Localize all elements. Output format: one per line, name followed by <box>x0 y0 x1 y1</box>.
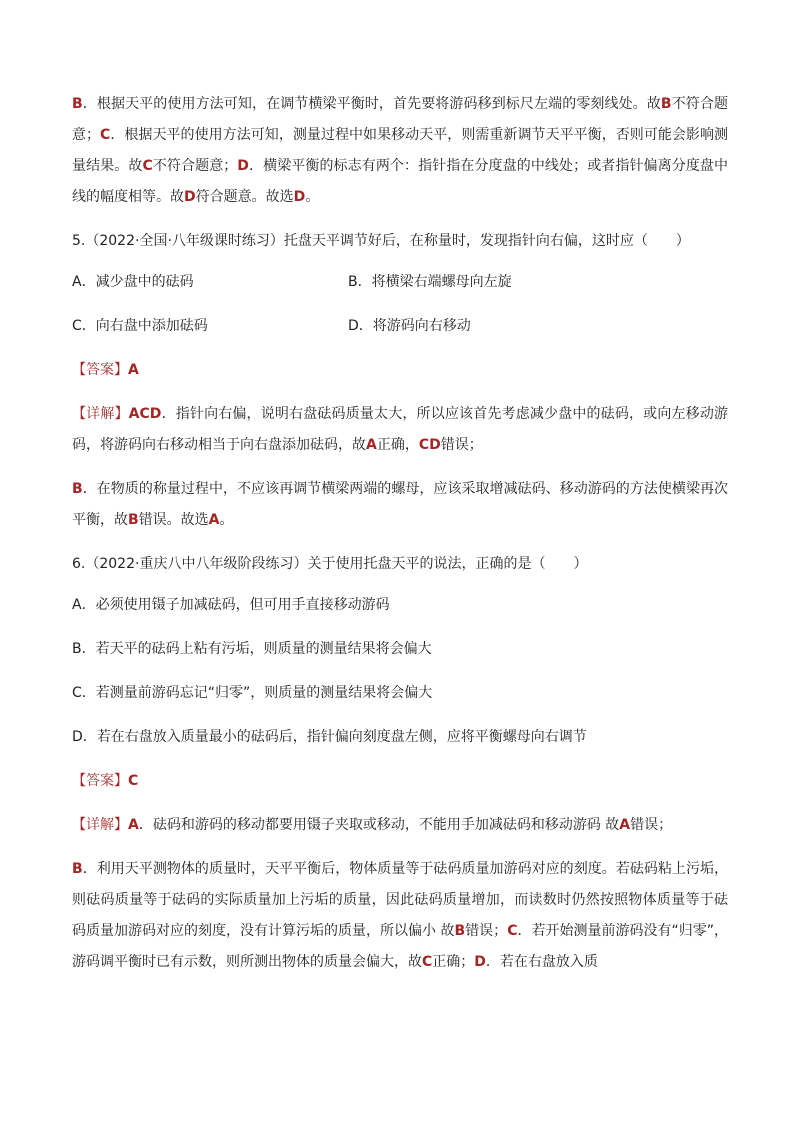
question-6-detail-1 <box>72 810 728 841</box>
answer-label: 【答案】 <box>72 773 128 789</box>
option-text: ．若测量前游码忘记“归零”，则质量的测量结果将会偏大 <box>81 685 433 701</box>
option-letter: D <box>72 729 83 745</box>
text: ．若在右盘放入质 <box>485 954 598 970</box>
option-b <box>348 267 728 298</box>
option-c <box>72 678 728 709</box>
text: 错误； <box>630 817 673 833</box>
option-ref: D <box>184 189 196 205</box>
option-letter: C <box>72 318 82 334</box>
option-ref: C <box>422 954 433 970</box>
option-letter: C <box>72 685 82 701</box>
option-ref: CD <box>418 437 441 453</box>
option-letter: A <box>72 597 82 613</box>
option-ref: B <box>128 512 139 528</box>
text: 符合题意。故选 <box>195 189 294 205</box>
question-6-stem <box>72 549 728 580</box>
answer-value: C <box>128 773 139 789</box>
option-c <box>72 311 348 342</box>
option-ref: C <box>100 127 111 143</box>
option-text: ．将游码向右移动 <box>358 318 471 334</box>
option-letter: A <box>72 274 82 290</box>
text: ．在物质的称量过程中，不应该再调节横梁两端的螺母，应该采取增减砝码、移动游码的方法使横梁再次平衡，故 <box>72 481 728 528</box>
text: 。 <box>305 189 320 205</box>
question-6-answer <box>72 766 728 797</box>
option-ref: C <box>507 923 518 939</box>
question-5-answer <box>72 355 728 386</box>
option-ref: A <box>128 817 139 833</box>
option-ref: A <box>619 817 631 833</box>
option-a <box>72 267 348 298</box>
question-6-detail-2 <box>72 854 728 978</box>
option-letter: D <box>348 318 359 334</box>
option-ref: B <box>660 96 672 112</box>
option-ref: D <box>293 189 306 205</box>
text: ．砝码和游码的移动都要用镊子夹取或移动，不能用手加减砝码和移动游码 故 <box>138 817 620 833</box>
detail-label: 【详解】 <box>72 817 128 833</box>
text: 。 <box>219 512 234 528</box>
question-number: 5. <box>72 233 86 249</box>
option-letter: B <box>72 641 82 657</box>
text: 正确； <box>432 954 475 970</box>
document-content <box>72 89 728 978</box>
text: 错误。故选 <box>138 512 209 528</box>
text: ．指针向右偏，说明右盘砝码质量太大，所以应该首先考虑减少盘中的砝码，或向左移动游码，将游码向右移动相当于向右盘添加砝码，故 <box>72 406 729 453</box>
text: ．根据天平的使用方法可知，在调节横梁平衡时，首先要将游码移到标尺左端的零刻线处。故 <box>82 96 661 112</box>
option-text: ．向右盘中添加砝码 <box>81 318 208 334</box>
option-b <box>72 634 728 665</box>
option-ref: A <box>366 437 377 453</box>
option-ref: ACD <box>128 406 162 422</box>
question-text: 托盘天平调节好后，在称量时，发现指针向右偏，这时应（ ） <box>283 233 690 249</box>
question-source: （2022·重庆八中八年级阶段练习） <box>85 556 308 572</box>
text: ．根据天平的使用方法可知，测量过程中如果移动天平，则需重新调节天平平衡，否则可能会影响测量结果。故 <box>72 127 729 174</box>
text: 不符合题意； <box>152 158 238 174</box>
option-text: ．若天平的砝码上粘有污垢，则质量的测量结果将会偏大 <box>81 641 432 657</box>
option-d <box>348 311 728 342</box>
option-ref: D <box>474 954 486 970</box>
option-ref: B <box>72 96 83 112</box>
option-ref: D <box>237 158 249 174</box>
option-text: ．将横梁右端螺母向左旋 <box>357 274 512 290</box>
question-number: 6. <box>72 556 86 572</box>
question-5-detail-2 <box>72 474 728 536</box>
text: ．横梁平衡的标志有两个：指针指在分度盘的中线处；或者指针偏离分度盘中线的幅度相等。故 <box>72 158 729 205</box>
answer-value: A <box>128 362 139 378</box>
explanation-paragraph-prev <box>72 89 728 213</box>
answer-label: 【答案】 <box>72 362 128 378</box>
question-5-stem <box>72 226 728 257</box>
detail-label: 【详解】 <box>72 406 129 422</box>
option-ref: B <box>454 923 466 939</box>
option-ref: B <box>72 861 83 877</box>
option-ref: A <box>208 512 220 528</box>
text: ．若开始测量前游码没有“归零”，游码调平衡时已有示数，则所测出物体的质量会偏大，故 <box>72 923 729 970</box>
text: 正确， <box>376 437 419 453</box>
option-d <box>72 722 728 753</box>
option-letter: B <box>348 274 358 290</box>
question-5-options-row-1 <box>72 267 728 298</box>
option-text: ．若在右盘放入质量最小的砝码后，指针偏向刻度盘左侧，应将平衡螺母向右调节 <box>82 729 587 745</box>
option-ref: C <box>142 158 153 174</box>
question-source: （2022·全国·八年级课时练习） <box>85 233 284 249</box>
text: 错误； <box>465 923 508 939</box>
text: 错误； <box>440 437 483 453</box>
question-5-options-row-2 <box>72 311 728 342</box>
option-a <box>72 590 728 621</box>
text: 不符合题意； <box>72 96 728 143</box>
option-text: ．必须使用镊子加减砝码，但可用手直接移动游码 <box>81 597 390 613</box>
option-ref: B <box>72 481 83 497</box>
text: ．利用天平测物体的质量时，天平平衡后，物体质量等于砝码质量加游码对应的刻度。若砝码粘上污垢，则砝码质量等于砝码的实际质量加上污垢的质量，因此砝码质量增加，而读数时仍然按照物体质量等于砝码质量加游码对应的刻度，没有计算污垢的质量，所以偏小 故 <box>72 861 728 939</box>
question-5-detail-1 <box>72 399 728 461</box>
option-text: ．减少盘中的砝码 <box>81 274 194 290</box>
question-text: 关于使用托盘天平的说法，正确的是（ ） <box>307 556 588 572</box>
